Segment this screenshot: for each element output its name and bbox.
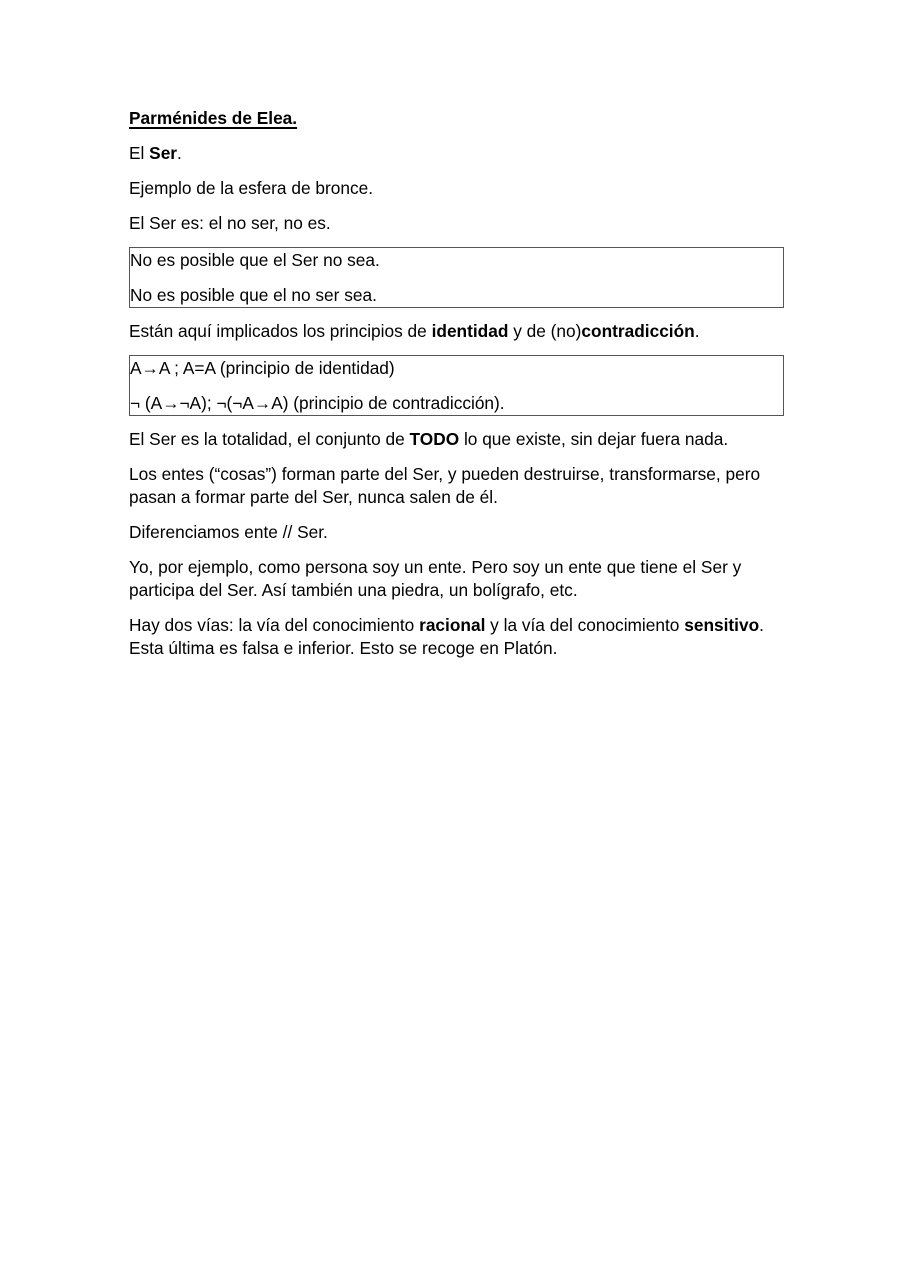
boxed-formulas (129, 355, 784, 416)
paragraph-principios-middle: y de (no) (508, 321, 582, 341)
formula-contradiccion-c: A) (principio de contradicción). (271, 393, 505, 413)
paragraph-vias-middle: y la vía del conocimiento (485, 615, 685, 635)
paragraph-principios-suffix: . (694, 321, 700, 341)
paragraph-vias-racional: racional (419, 615, 486, 635)
formula-contradiccion-b: ¬A); ¬(¬A (179, 393, 254, 413)
formula-identidad-b: A ; A=A (principio de identidad) (158, 358, 395, 378)
paragraph-ejemplo: Ejemplo de la esfera de bronce. (129, 178, 374, 198)
right-arrow-icon: → (141, 358, 159, 378)
paragraph-vias-sensitivo: sensitivo (684, 615, 760, 635)
formula-identidad-a: A (130, 358, 142, 378)
paragraph-el-ser-bold: Ser (149, 143, 178, 163)
paragraph-totalidad (129, 428, 789, 451)
paragraph-totalidad-suffix: lo que existe, sin dejar fuera nada. (459, 429, 729, 449)
paragraph-vias-suffix: . Esta última es falsa e inferior. Esto se recoge en Platón. (129, 615, 764, 658)
paragraph-principios-contradiccion: contradicción (581, 321, 695, 341)
paragraph-totalidad-prefix: El Ser es la totalidad, el conjunto de (129, 429, 410, 449)
paragraph-vias-prefix: Hay dos vías: la vía del conocimiento (129, 615, 420, 635)
right-arrow-icon: → (253, 393, 272, 413)
boxed-statement-2: No es posible que el no ser sea. (130, 285, 377, 305)
paragraph-ser-es: El Ser es: el no ser, no es. (129, 213, 331, 233)
formula-contradiccion-a: ¬ (A (130, 393, 163, 413)
right-arrow-icon: → (162, 393, 180, 413)
paragraph-el-ser-prefix: El (129, 143, 150, 163)
document-title-paragraph (129, 107, 789, 130)
paragraph-principios (129, 320, 789, 343)
document-title: Parménides de Elea. (129, 108, 298, 128)
formula-contradiccion (130, 392, 783, 415)
paragraph-vias (129, 614, 789, 660)
paragraph-entes: Los entes (“cosas”) forman parte del Ser, y pueden destruirse, transformarse, pero pasan a formar parte del Ser, nunca salen de él. (129, 464, 761, 507)
paragraph-el-ser (129, 142, 789, 165)
formula-identidad (130, 357, 783, 380)
boxed-statement-1: No es posible que el Ser no sea. (130, 250, 380, 270)
paragraph-diferenciamos: Diferenciamos ente // Ser. (129, 522, 328, 542)
paragraph-yo: Yo, por ejemplo, como persona soy un ente. Pero soy un ente que tiene el Ser y participa del Ser. Así también una piedra, un bolígrafo, etc. (129, 557, 742, 600)
paragraph-principios-prefix: Están aquí implicados los principios de (129, 321, 432, 341)
paragraph-principios-identidad: identidad (431, 321, 509, 341)
boxed-statements (129, 247, 784, 308)
document-body (129, 107, 789, 672)
paragraph-el-ser-suffix: . (177, 143, 182, 163)
paragraph-totalidad-bold: TODO (409, 429, 460, 449)
